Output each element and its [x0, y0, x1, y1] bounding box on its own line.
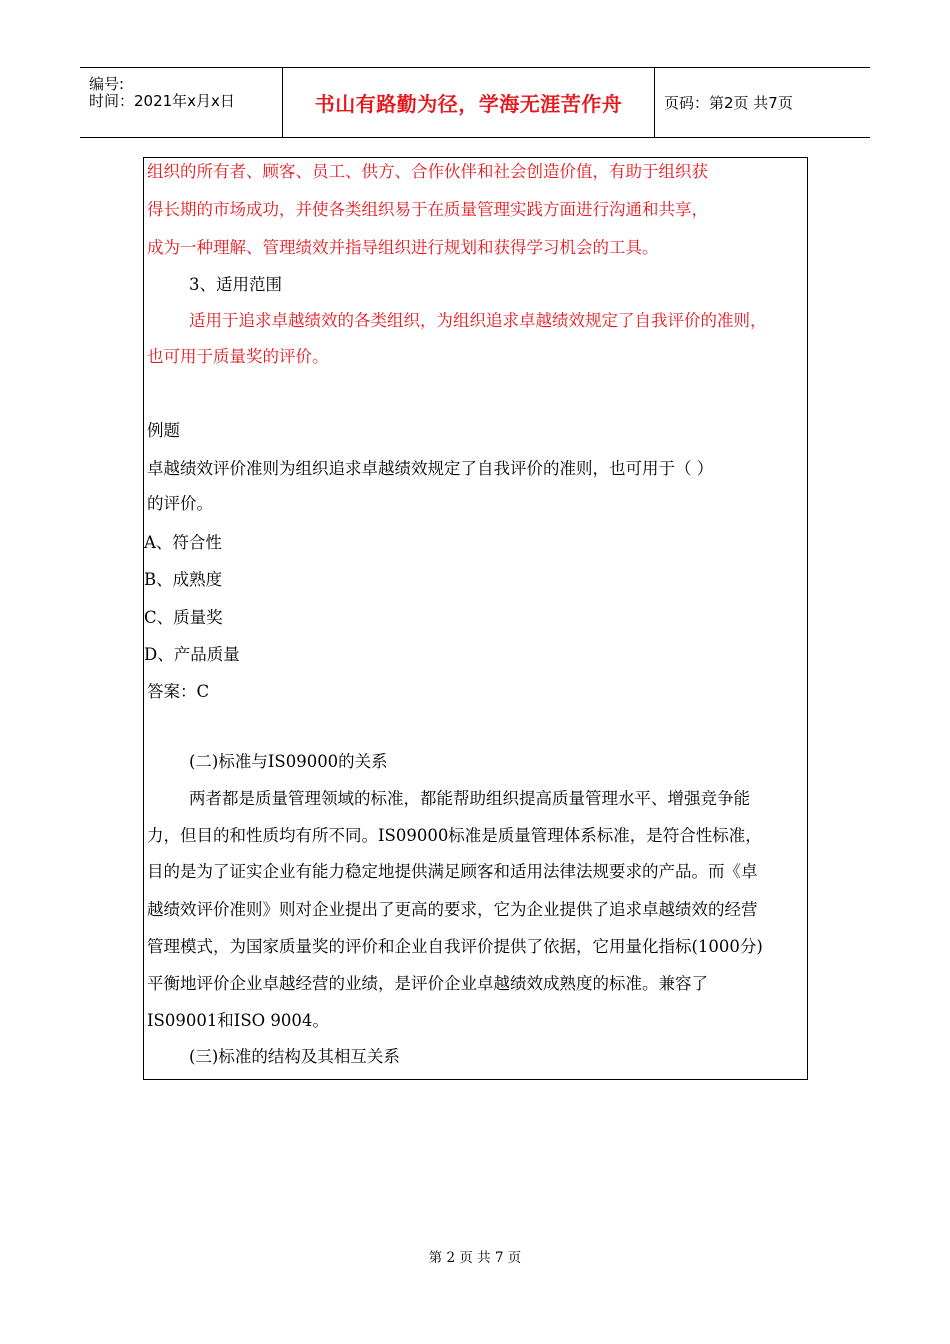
page-footer: 第 2 页 共 7 页: [428, 1250, 522, 1266]
scope-line-1: 适用于追求卓越绩效的各类组织，为组织追求卓越绩效规定了自我评价的准则，: [189, 311, 767, 330]
section2-line-4: 越绩效评价准则》则对企业提出了更高的要求，它为企业提供了追求卓越绩效的经营: [147, 900, 758, 919]
content-box: [143, 157, 808, 1080]
scope-heading: 3、适用范围: [189, 275, 282, 294]
intro-line-1: 组织的所有者、顾客、员工、供方、合作伙伴和社会创造价值，有助于组织获: [147, 162, 708, 181]
scope-line-2: 也可用于质量奖的评价。: [147, 347, 329, 366]
option-a: A、符合性: [144, 533, 222, 552]
section3-heading: (三)标准的结构及其相互关系: [189, 1047, 400, 1066]
question-line-1: 卓越绩效评价准则为组织追求卓越绩效规定了自我评价的准则，也可用于（ ）: [147, 459, 714, 478]
section2-line-1: 两者都是质量管理领域的标准，都能帮助组织提高质量管理水平、增强竞争能: [189, 789, 750, 808]
section2-heading: (二)标准与IS09000的关系: [189, 752, 388, 771]
option-d: D、产品质量: [144, 645, 240, 664]
document-header: [80, 67, 870, 138]
section2-line-2: 力，但目的和性质均有所不同。IS09000标准是质量管理体系标准，是符合性标准，: [147, 826, 762, 845]
option-c: C、质量奖: [144, 608, 223, 627]
header-page-cell: [655, 68, 870, 137]
question-line-2: 的评价。: [147, 494, 213, 513]
section2-line-3: 目的是为了证实企业有能力稳定地提供满足顾客和适用法律法规要求的产品。而《卓: [147, 862, 758, 881]
header-motto: 书山有路勤为径，学海无涯苦作舟: [314, 92, 623, 116]
option-b: B、成熟度: [144, 570, 223, 589]
answer-text: 答案：C: [147, 682, 210, 701]
header-number-label: 编号:: [89, 75, 125, 93]
header-page-info: 页码：第2页 共7页: [664, 94, 793, 112]
section2-line-7: IS09001和ISO 9004。: [147, 1011, 329, 1030]
intro-line-2: 得长期的市场成功，并使各类组织易于在质量管理实践方面进行沟通和共享，: [147, 200, 708, 219]
section2-line-5: 管理模式，为国家质量奖的评价和企业自我评价提供了依据，它用量化指标(1000分): [147, 937, 763, 956]
section2-line-6: 平衡地评价企业卓越经营的业绩，是评价企业卓越绩效成熟度的标准。兼容了: [147, 974, 708, 993]
header-time-label: 时间：2021年x月x日: [89, 92, 235, 110]
example-title: 例题: [147, 421, 180, 440]
intro-line-3: 成为一种理解、管理绩效并指导组织进行规划和获得学习机会的工具。: [147, 238, 659, 257]
header-motto-cell: [283, 68, 655, 137]
header-meta-cell: [80, 68, 283, 137]
